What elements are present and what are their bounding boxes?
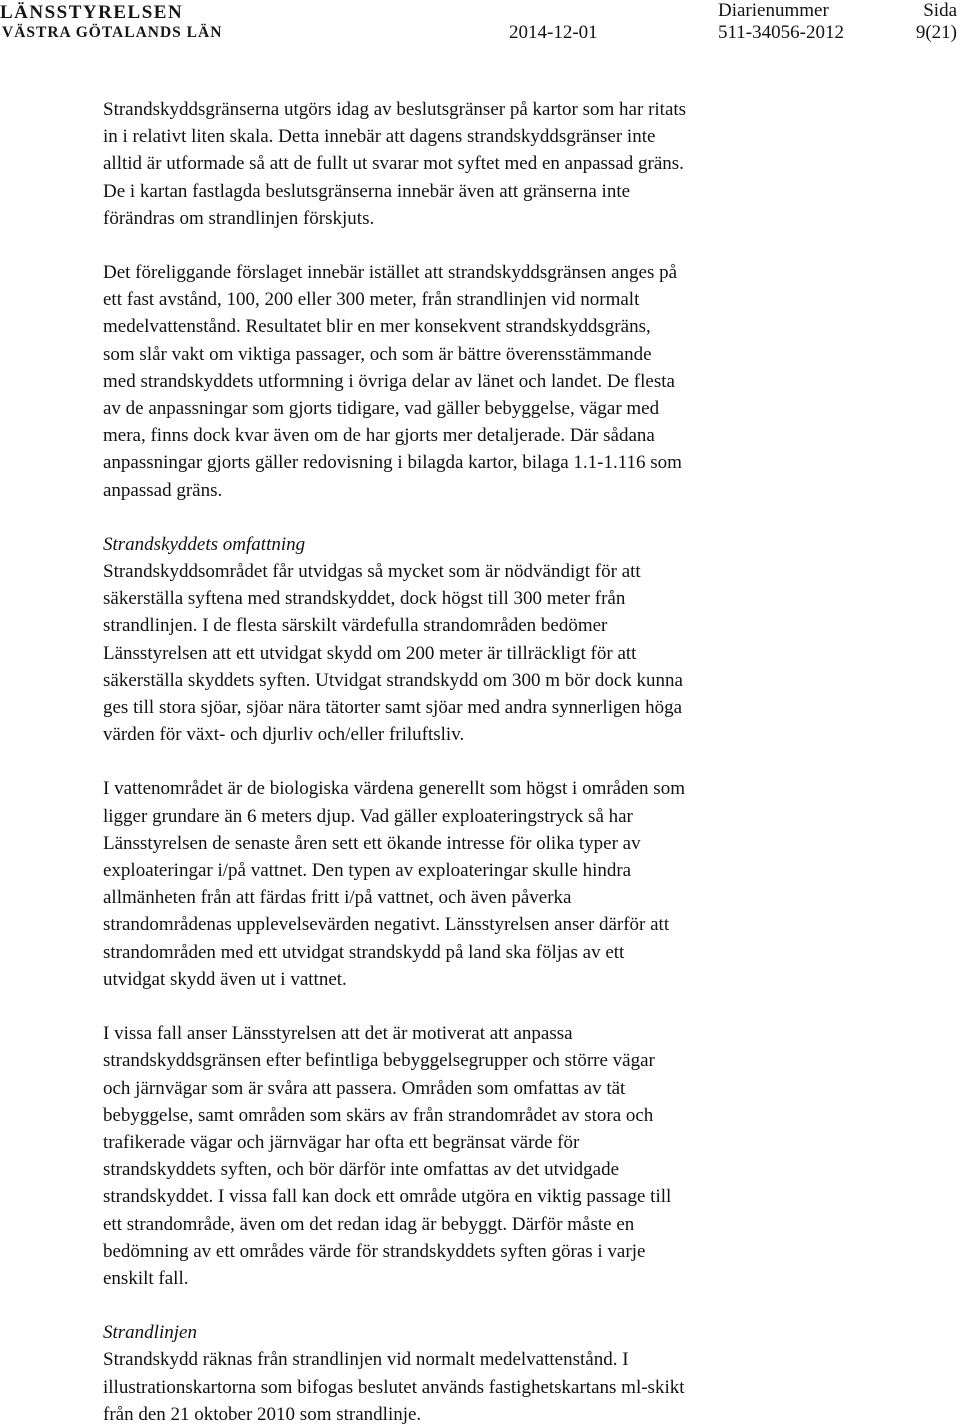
text-line: I vattenområdet är de biologiska värdena generellt som högst i områden som <box>103 778 685 800</box>
text-line: alltid är utformade så att de fullt ut svarar mot syftet med en anpassad gräns. <box>103 153 684 175</box>
paragraph-strandlinjen <box>103 1346 833 1428</box>
page-label: Sida <box>923 0 957 21</box>
text-line: med strandskyddets utformning i övriga delar av länet och landet. De flesta <box>103 370 675 392</box>
text-line: allmänheten från att färdas fritt i/på vattnet, och även påverka <box>103 887 572 909</box>
text-line: av de anpassningar som gjorts tidigare, vad gäller bebyggelse, vägar med <box>103 398 660 420</box>
text-line: bedömning av ett områdes värde för strandskyddets syften göras i varje <box>103 1240 646 1262</box>
text-line: utvidgat skydd även ut i vattnet. <box>103 968 347 990</box>
document-date: 2014-12-01 <box>509 22 598 43</box>
text-line: och järnvägar som är svåra att passera. Områden som omfattas av tät <box>103 1077 626 1099</box>
text-line: bebyggelse, samt områden som skärs av från strandområdet av stora och <box>103 1104 654 1126</box>
text-line: strandskyddet. I vissa fall kan dock ett område utgöra en viktig passage till <box>103 1186 672 1208</box>
text-line: värden för växt- och djurliv och/eller friluftsliv. <box>103 724 465 746</box>
text-line: ett strandområde, även om det redan idag är bebyggt. Därför måste en <box>103 1213 635 1235</box>
text-line: strandområdenas upplevelsevärden negativt. Länsstyrelsen anser därför att <box>103 914 670 936</box>
paragraph-vattenomradet <box>103 775 833 993</box>
text-line: Strandskyddsgränserna utgörs idag av beslutsgränser på kartor som har ritats <box>103 99 687 120</box>
text-line: Länsstyrelsen de senaste åren sett ett ökande intresse för olika typer av <box>103 832 641 854</box>
organization-name: LÄNSSTYRELSEN <box>0 2 184 23</box>
text-line: mera, finns dock kvar även om de har gjorts mer detaljerade. Där sådana <box>103 425 655 447</box>
text-line: illustrationskartorna som bifogas beslutet används fastighetskartans ml-skikt <box>103 1376 685 1398</box>
diarienummer-label: Diarienummer <box>718 0 829 21</box>
text-line: De i kartan fastlagda beslutsgränserna innebär även att gränserna inte <box>103 180 631 202</box>
text-line: strandskyddets syften, och bör därför inte omfattas av det utvidgade <box>103 1159 620 1181</box>
text-line: strandområden med ett utvidgat strandskydd på land ska följas av ett <box>103 941 625 963</box>
text-line: ges till stora sjöar, sjöar nära tätorter samt sjöar med andra synnerligen höga <box>103 697 683 719</box>
text-line: anpassad gräns. <box>103 479 223 501</box>
text-line: säkerställa syftena med strandskyddet, dock högst till 300 meter från <box>103 588 626 610</box>
text-line: som slår vakt om viktiga passager, och som är bättre överensstämmande <box>103 343 652 365</box>
organization-region: VÄSTRA GÖTALANDS LÄN <box>2 24 223 41</box>
page-header <box>0 0 960 50</box>
text-line: ligger grundare än 6 meters djup. Vad gäller exploateringstryck så har <box>103 805 633 827</box>
text-line: strandskyddsgränsen efter befintliga bebyggelsegrupper och större vägar <box>103 1050 655 1072</box>
text-line: trafikerade vägar och järnvägar har ofta ett begränsat värde för <box>103 1131 580 1153</box>
text-line: Strandskyddsområdet får utvidgas så mycket som är nödvändigt för att <box>103 561 641 583</box>
section-heading-strandlinjen: Strandlinjen <box>103 1322 197 1344</box>
page-number: 9(21) <box>915 22 957 43</box>
text-line: Strandskydd räknas från strandlinjen vid normalt medelvattenstånd. I <box>103 1349 629 1371</box>
paragraph-forslaget <box>103 259 833 504</box>
text-line: Det föreliggande förslaget innebär istället att strandskyddsgränsen anges på <box>103 262 678 284</box>
paragraph-omfattning <box>103 558 833 748</box>
text-line: förändras om strandlinjen förskjuts. <box>103 207 375 229</box>
text-line: exploateringar i/på vattnet. Den typen av exploateringar skulle hindra <box>103 860 632 882</box>
text-line: I vissa fall anser Länsstyrelsen att det är motiverat att anpassa <box>103 1023 573 1045</box>
section-heading-omfattning: Strandskyddets omfattning <box>103 533 306 555</box>
text-line: strandlinjen. I de flesta särskilt värdefulla strandområden bedömer <box>103 615 608 637</box>
text-line: in i relativt liten skala. Detta innebär att dagens strandskyddsgränser inte <box>103 126 656 148</box>
paragraph-anpassa <box>103 1020 833 1292</box>
text-line: säkerställa skyddets syften. Utvidgat strandskydd om 300 m bör dock kunna <box>103 669 683 691</box>
text-line: enskilt fall. <box>103 1267 189 1289</box>
text-line: anpassningar gjorts gäller redovisning i bilagda kartor, bilaga 1.1-1.116 som <box>103 452 682 474</box>
document-body <box>103 96 833 1428</box>
diarienummer-value: 511-34056-2012 <box>718 22 844 43</box>
text-line: Länsstyrelsen att ett utvidgat skydd om 200 meter är tillräckligt för att <box>103 642 637 664</box>
paragraph-strandskyddsgranser <box>103 96 833 232</box>
text-line: medelvattenstånd. Resultatet blir en mer konsekvent strandskyddsgräns, <box>103 316 651 338</box>
text-line: ett fast avstånd, 100, 200 eller 300 meter, från strandlinjen vid normalt <box>103 289 640 311</box>
text-line: från den 21 oktober 2010 som strandlinje. <box>103 1403 422 1425</box>
